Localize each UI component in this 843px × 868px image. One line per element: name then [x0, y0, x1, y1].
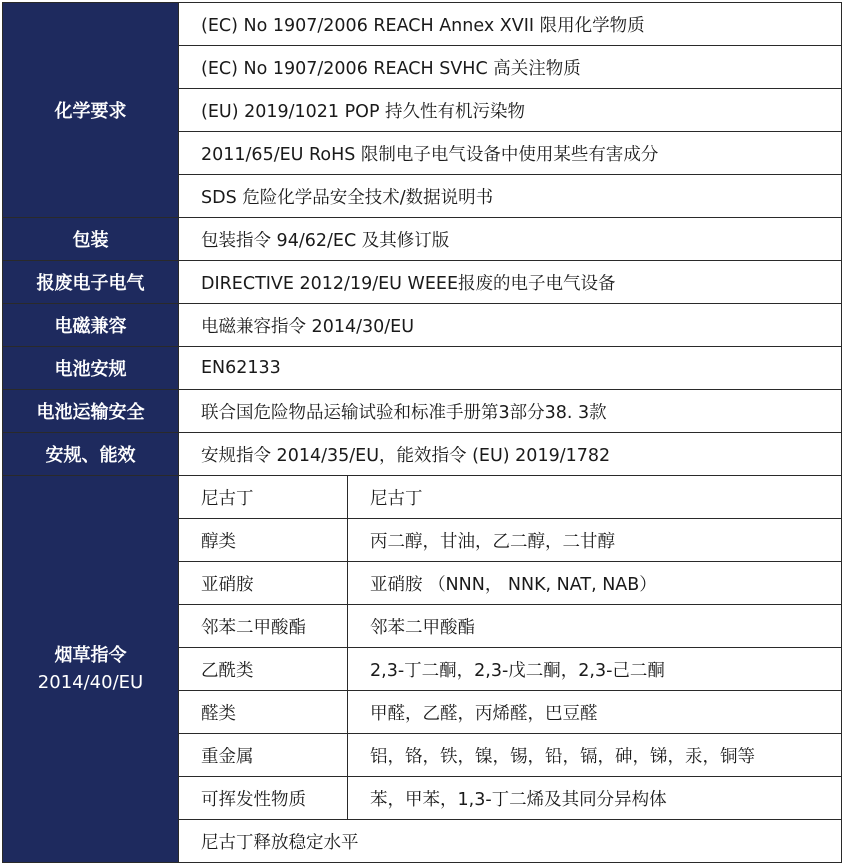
substance-detail: 2,3-丁二酮，2,3-戊二酮，2,3-己二酮: [348, 648, 842, 691]
substance-detail: 尼古丁: [348, 476, 842, 519]
substance-name: 乙酰类: [179, 648, 348, 691]
substance-detail: 甲醛，乙醛，丙烯醛，巴豆醛: [348, 691, 842, 734]
category-packaging: 包装: [3, 218, 179, 261]
regulation-item: 2011/65/EU RoHS 限制电子电气设备中使用某些有害成分: [179, 132, 842, 175]
regulation-item: (EC) No 1907/2006 REACH Annex XVII 限用化学物质: [179, 3, 842, 46]
table-row: [3, 304, 842, 347]
tobacco-directive-number: 2014/40/EU: [37, 672, 144, 693]
substance-name: 亚硝胺: [179, 562, 348, 605]
substance-name: 重金属: [179, 734, 348, 777]
category-weee: 报废电子电气: [3, 261, 179, 304]
table-row: [3, 476, 842, 519]
regulation-table: [2, 2, 842, 863]
table-row: [3, 347, 842, 390]
table-row: [3, 218, 842, 261]
substance-detail: 苯，甲苯，1,3-丁二烯及其同分异构体: [348, 777, 842, 820]
table-row: [3, 390, 842, 433]
substance-name: 尼古丁: [179, 476, 348, 519]
regulation-item: (EU) 2019/1021 POP 持久性有机污染物: [179, 89, 842, 132]
substance-name: 醇类: [179, 519, 348, 562]
category-battery-transport: 电池运输安全: [3, 390, 179, 433]
category-safety-efficiency: 安规、能效: [3, 433, 179, 476]
regulation-item: SDS 危险化学品安全技术/数据说明书: [179, 175, 842, 218]
regulation-item: 包装指令 94/62/EC 及其修订版: [179, 218, 842, 261]
category-chemical: 化学要求: [3, 3, 179, 218]
substance-name: 邻苯二甲酸酯: [179, 605, 348, 648]
table-row: [3, 261, 842, 304]
regulation-item: EN62133: [179, 347, 842, 390]
regulation-item: 电磁兼容指令 2014/30/EU: [179, 304, 842, 347]
table-row: [3, 433, 842, 476]
table-row: [3, 3, 842, 46]
substance-detail: 亚硝胺 （NNN， NNK, NAT, NAB）: [348, 562, 842, 605]
regulation-item: (EC) No 1907/2006 REACH SVHC 高关注物质: [179, 46, 842, 89]
regulation-item: 安规指令 2014/35/EU，能效指令 (EU) 2019/1782: [179, 433, 842, 476]
regulation-item: DIRECTIVE 2012/19/EU WEEE报废的电子电气设备: [179, 261, 842, 304]
substance-detail: 邻苯二甲酸酯: [348, 605, 842, 648]
substance-detail: 铝，铬，铁，镍，锡，铅，镉，砷，锑，汞，铜等: [348, 734, 842, 777]
tobacco-category-name: 烟草指令: [54, 645, 127, 666]
category-emc: 电磁兼容: [3, 304, 179, 347]
substance-name: 醛类: [179, 691, 348, 734]
substance-detail: 丙二醇，甘油，乙二醇，二甘醇: [348, 519, 842, 562]
regulation-item: 联合国危险物品运输试验和标准手册第3部分38. 3款: [179, 390, 842, 433]
category-battery-safety: 电池安规: [3, 347, 179, 390]
category-tobacco: [3, 476, 179, 863]
substance-name: 可挥发性物质: [179, 777, 348, 820]
tobacco-footer-item: 尼古丁释放稳定水平: [179, 820, 842, 863]
